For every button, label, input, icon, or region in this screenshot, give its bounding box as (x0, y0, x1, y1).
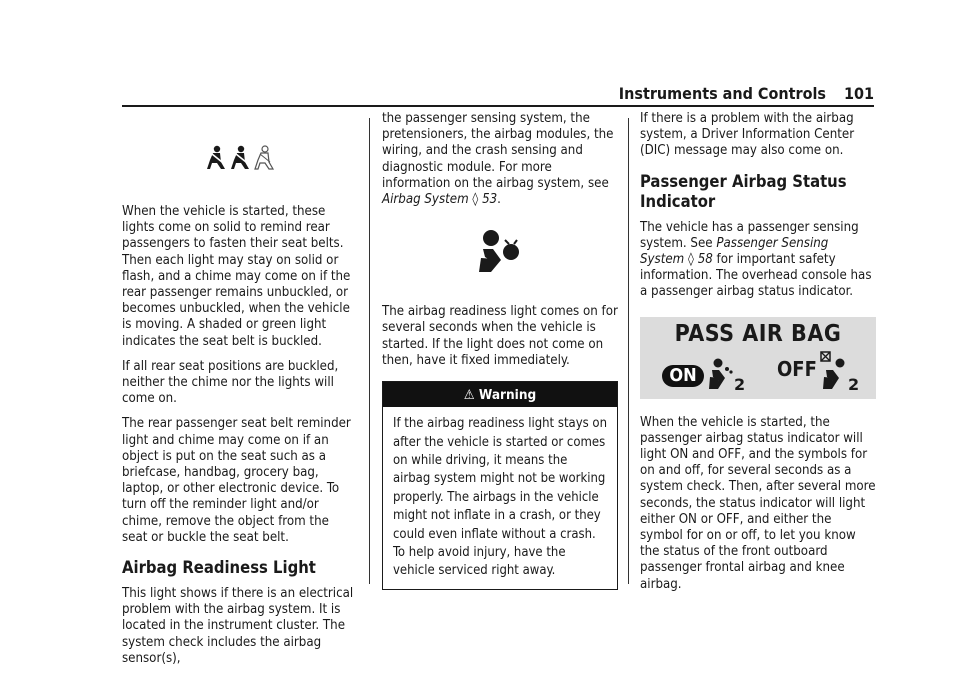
page-ref-arrow-icon: ◊ (688, 252, 694, 268)
warning-text: If the airbag readiness light stays on after the vehicle is started or comes on while driving, it means the airbag system might not be working properly. The airbags in the vehicle might not inflate in a crash, or they could even inflate without a crash. To help avoid injury, have the vehicle serviced right away. (393, 416, 607, 579)
warning-icon: ⚠ (463, 387, 475, 404)
column-divider (628, 118, 629, 584)
section-title: Instruments and Controls (618, 84, 826, 103)
seatbelt-buckled-icon (229, 145, 251, 171)
page-header (122, 84, 874, 106)
warning-title: Warning (478, 387, 537, 404)
column-divider (369, 118, 370, 584)
paragraph: If all rear seat positions are buckled, neither the chime nor the lights will come on. (122, 358, 339, 407)
passenger-airbag-status-panel (640, 317, 876, 399)
seatbelt-reminder-icons (122, 132, 358, 184)
section-heading: Passenger Airbag Status Indicator (640, 171, 847, 211)
paragraph: When the vehicle is started, the passenger airbag status indicator will light ON and OFF, and the symbols for on and off, for several seconds as a system check. Then, after several more seconds, the status indicator will light either ON or OFF, and either the symbol for on or off, to let you know the status of the front outboard passenger frontal airbag and knee airbag. (640, 414, 876, 592)
column-1 (122, 124, 358, 676)
column-2 (382, 111, 618, 590)
panel-title: PASS AIR BAG (674, 320, 842, 347)
paragraph: When the vehicle is started, these lights come on solid to remind rear passengers to fasten their seat belts. Then each light may stay on solid or flash, and a chime may come on if the rear passenger remains unbuckled, or becomes unbuckled, when the vehicle is moving. A shaded or green light indicates the seat belt is buckled. (122, 204, 351, 349)
panel-subscript: 2 (734, 374, 746, 393)
cross-reference-link[interactable]: Airbag System (382, 192, 469, 208)
page-ref-arrow-icon: ◊ (472, 192, 479, 208)
paragraph: The airbag readiness light comes on for several seconds when the vehicle is started. If the light does not come on then, have it fixed immediately. (382, 304, 618, 368)
warning-header (383, 382, 617, 407)
header-rule (122, 105, 874, 107)
warning-box (382, 381, 618, 590)
airbag-on-indicator: ON (662, 365, 704, 387)
paragraph: The vehicle has a passenger sensing system. See Passenger Sensing System ◊ 58 for important safety information. The overhead console has a passenger airbag status indicator. (640, 219, 872, 300)
airbag-readiness-icon (477, 228, 523, 276)
airbag-off-indicator: OFF (777, 356, 817, 381)
paragraph: the passenger sensing system, the pretensioners, the airbag modules, the wiring, and the crash sensing and diagnostic module. For more information on the airbag system, see Airbag System ◊ 53. (382, 111, 614, 208)
section-heading: Airbag Readiness Light (122, 558, 316, 578)
paragraph: This light shows if there is an electrical problem with the airbag system. It is located in the instrument cluster. The system check includes the airbag sensor(s), (122, 586, 354, 666)
seatbelt-unbuckled-icon (253, 145, 275, 171)
paragraph: The rear passenger seat belt reminder light and chime may come on if an object is put on the seat such as a briefcase, handbag, grocery bag, laptop, or other electronic device. To turn off the reminder light and/or chime, remove the object from the seat or buckle the seat belt. (122, 416, 351, 545)
page-number: 101 (843, 84, 874, 103)
page-reference[interactable]: 58 (697, 252, 713, 268)
seatbelt-buckled-icon (205, 145, 227, 171)
paragraph: If there is a problem with the airbag system, a Driver Information Center (DIC) message may also come on. (640, 111, 855, 159)
panel-subscript: 2 (848, 374, 860, 393)
column-3 (640, 111, 876, 602)
page-reference[interactable]: 53 (482, 192, 498, 208)
passenger-airbag-on-icon (708, 357, 748, 393)
airbag-readiness-icon-wrap (382, 228, 618, 276)
passenger-airbag-off-icon (820, 351, 862, 393)
cross-reference-link[interactable]: Passenger Sensing System (640, 235, 829, 268)
